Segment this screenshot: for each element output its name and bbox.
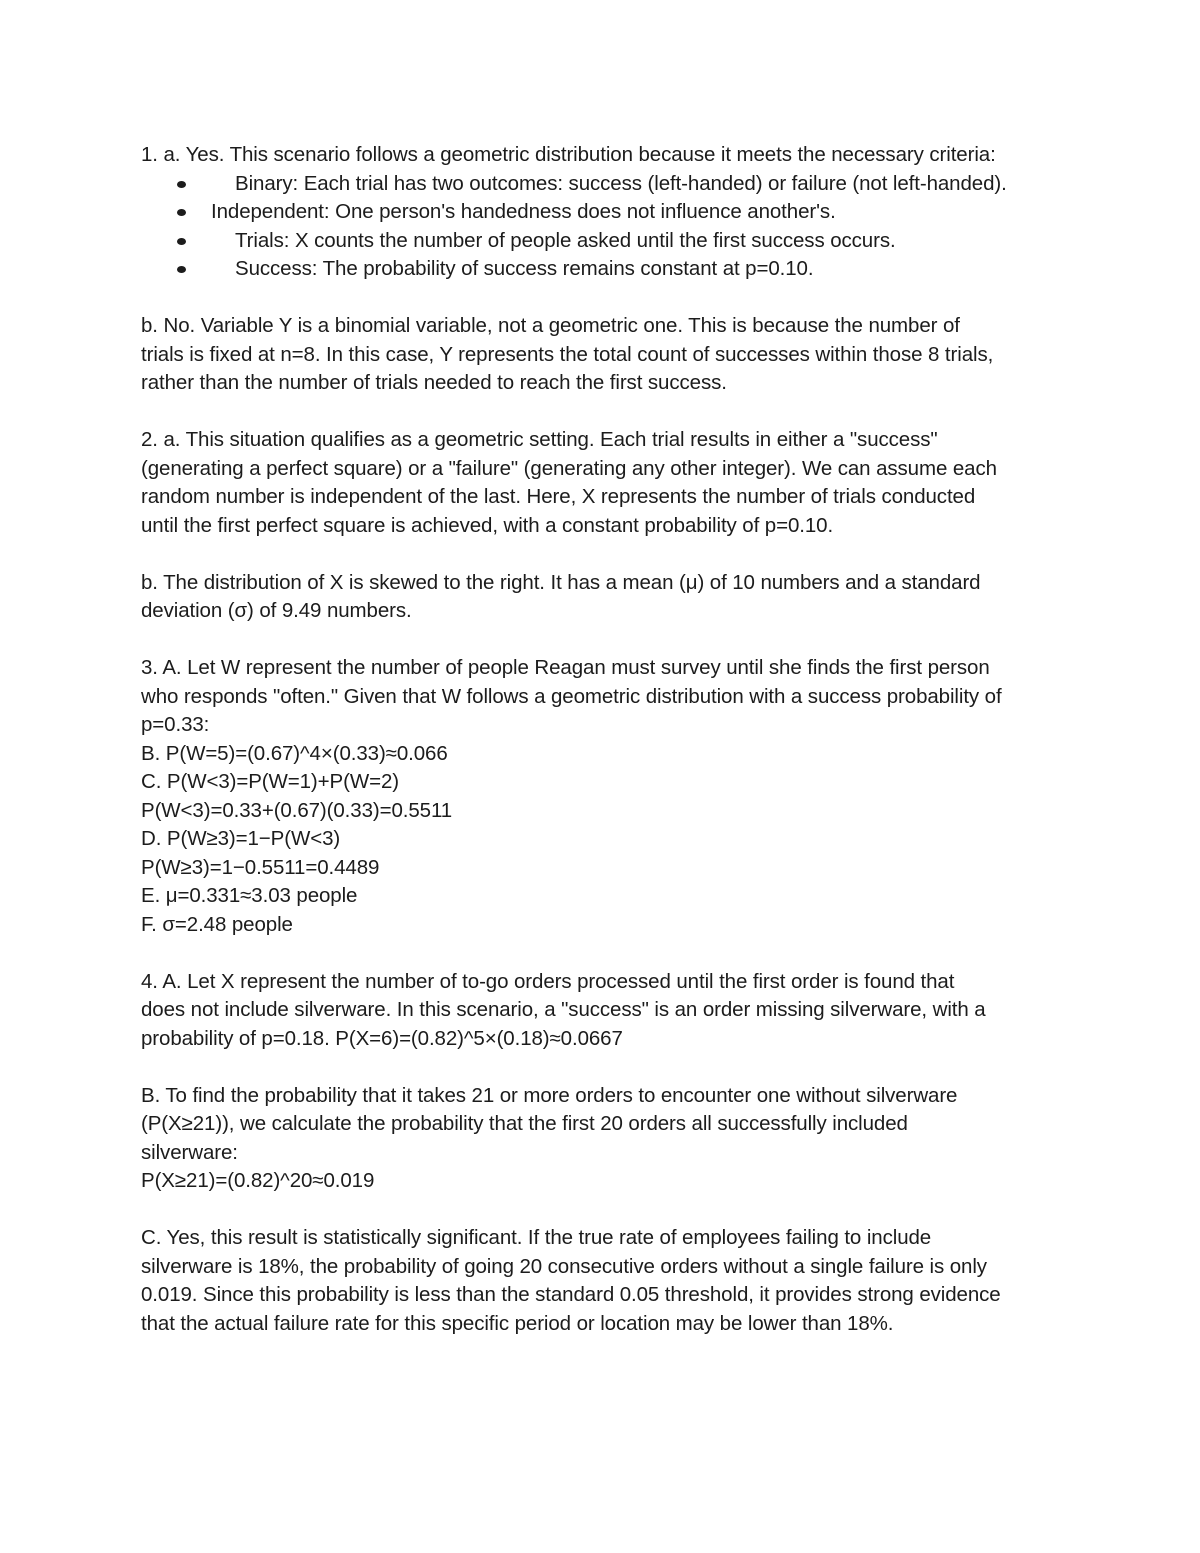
bullet-text: Success: The probability of success remains constant at p=0.10. [235, 257, 814, 280]
text-line: (P(X≥21)), we calculate the probability that the first 20 orders all successfully included [141, 1112, 908, 1135]
document-page [141, 141, 1071, 1338]
text-line: does not include silverware. In this scenario, a "success" is an order missing silverware, with a [141, 998, 986, 1021]
text-line: random number is independent of the last. Here, X represents the number of trials conducted [141, 485, 976, 508]
text-line: (generating a perfect square) or a "failure" (generating any other integer). We can assume each [141, 456, 997, 480]
text-line: P(W<3)=0.33+(0.67)(0.33)=0.5511 [141, 798, 453, 822]
q1-criteria-list [141, 170, 1071, 284]
text-line: P(W≥3)=1−0.5511=0.4489 [141, 855, 380, 879]
text-line: B. To find the probability that it takes 21 or more orders to encounter one without silverware [141, 1083, 958, 1107]
text-line: 4. A. Let X represent the number of to-go orders processed until the first order is found that [141, 969, 955, 993]
bullet-icon [177, 181, 186, 188]
text-line: silverware: [141, 1140, 238, 1164]
text-line: deviation (σ) of 9.49 numbers. [141, 599, 412, 622]
bullet-text: Independent: One person's handedness does not influence another's. [211, 200, 836, 223]
list-item [141, 255, 1071, 284]
text-line: probability of p=0.18. P(X=6)=(0.82)^5×(0.18)≈0.0667 [141, 1026, 623, 1050]
bullet-icon [177, 209, 186, 216]
text-line: trials is fixed at n=8. In this case, Y represents the total count of successes within those 8 trials, [141, 342, 994, 366]
text-line: that the actual failure rate for this specific period or location may be lower than 18%. [141, 1311, 894, 1335]
text-line: D. P(W≥3)=1−P(W<3) [141, 827, 341, 850]
text-line: F. σ=2.48 people [141, 912, 293, 936]
text-line: 0.019. Since this probability is less than the standard 0.05 threshold, it provides strong evidence [141, 1283, 1001, 1306]
text-line: who responds "often." Given that W follows a geometric distribution with a success probability of [141, 684, 1002, 708]
text-line: C. Yes, this result is statistically significant. If the true rate of employees failing to include [141, 1226, 932, 1249]
text-line: B. P(W=5)=(0.67)^4×(0.33)≈0.066 [141, 741, 448, 765]
bullet-icon [177, 238, 186, 245]
list-item [141, 170, 1071, 199]
bullet-text: Binary: Each trial has two outcomes: success (left-handed) or failure (not left-handed). [235, 171, 1007, 195]
text-line: 3. A. Let W represent the number of people Reagan must survey until she finds the first person [141, 656, 990, 679]
bullet-text: Trials: X counts the number of people asked until the first success occurs. [235, 228, 896, 252]
text-line: 2. a. This situation qualifies as a geometric setting. Each trial results in either a "success" [141, 428, 938, 451]
text-line: E. μ=0.331≈3.03 people [141, 884, 358, 907]
text-line: rather than the number of trials needed to reach the first success. [141, 371, 727, 394]
text-line: silverware is 18%, the probability of going 20 consecutive orders without a single failure is only [141, 1254, 987, 1278]
text-line: C. P(W<3)=P(W=1)+P(W=2) [141, 770, 399, 793]
q1-intro: 1. a. Yes. This scenario follows a geometric distribution because it meets the necessary criteria: [141, 143, 996, 166]
text-line: b. No. Variable Y is a binomial variable, not a geometric one. This is because the number of [141, 314, 960, 337]
text-line: P(X≥21)=(0.82)^20≈0.019 [141, 1169, 375, 1192]
bullet-icon [177, 266, 186, 273]
list-item [141, 198, 1071, 227]
text-line: b. The distribution of X is skewed to the right. It has a mean (μ) of 10 numbers and a standard [141, 570, 981, 594]
text-line: p=0.33: [141, 713, 210, 736]
list-item [141, 227, 1071, 256]
text-line: until the first perfect square is achieved, with a constant probability of p=0.10. [141, 513, 834, 537]
